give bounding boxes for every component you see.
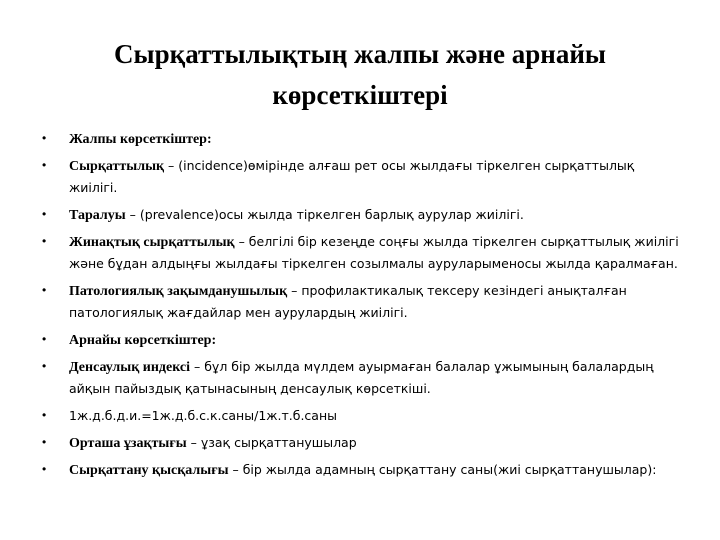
bullet-term: Орташа ұзақтығы xyxy=(69,436,187,451)
bullet-term: Жалпы көрсеткіштер: xyxy=(69,132,212,147)
bullet-term: Жинақтық сырқаттылық xyxy=(69,235,235,250)
bullet-item-health-index-formula xyxy=(42,405,682,427)
bullet-list xyxy=(42,128,682,486)
bullet-item-average-duration xyxy=(42,432,682,454)
bullet-term: Денсаулық индексі xyxy=(69,360,191,375)
bullet-icon: • xyxy=(42,435,47,449)
bullet-icon: • xyxy=(42,131,47,145)
bullet-definition: – белгілі бір кезеңде соңғы жылда тіркелген сырқаттылық жиілігі және бұдан алдыңғы жылдағы тіркелген созылмалы ауруларыменосы жылда қаралмаған. xyxy=(69,234,679,271)
bullet-definition: – бір жылда адамның сырқаттану саны(жиі сырқаттанушылар): xyxy=(228,462,657,477)
bullet-item-prevalence xyxy=(42,204,682,226)
bullet-item-cumulative-morbidity xyxy=(42,231,682,275)
bullet-term: Сырқаттылық xyxy=(69,159,165,174)
bullet-icon: • xyxy=(42,332,47,346)
bullet-definition: – (incidence)өмірінде алғаш рет осы жылдағы тіркелген сырқаттылық жиілігі. xyxy=(69,158,635,195)
bullet-term: Арнайы көрсеткіштер: xyxy=(69,333,217,348)
slide-title-line-1: Сырқаттылықтың жалпы және арнайы xyxy=(114,39,606,69)
bullet-term: Сырқаттану қысқалығы xyxy=(69,463,229,478)
bullet-icon: • xyxy=(42,408,47,422)
bullet-definition: – ұзақ сырқаттанушылар xyxy=(186,435,357,450)
bullet-term: Таралуы xyxy=(69,208,126,223)
bullet-item-pathological-damage xyxy=(42,280,682,324)
bullet-item-incidence xyxy=(42,155,682,199)
bullet-item-morbidity-frequency xyxy=(42,459,682,481)
bullet-icon: • xyxy=(42,359,47,373)
bullet-item-general-indicators xyxy=(42,128,682,150)
bullet-icon: • xyxy=(42,283,47,297)
bullet-definition: – (prevalence)осы жылда тіркелген барлық аурулар жиілігі. xyxy=(125,207,524,222)
bullet-item-health-index xyxy=(42,356,682,400)
bullet-icon: • xyxy=(42,207,47,221)
bullet-definition: – профилактикалық тексеру кезіндегі анықталған патологиялық жағдайлар мен аурулардың жиілігі. xyxy=(69,283,627,320)
bullet-definition: 1ж.д.б.д.и.=1ж.д.б.с.к.саны/1ж.т.б.саны xyxy=(69,408,338,423)
bullet-icon: • xyxy=(42,158,47,172)
bullet-term: Патологиялық зақымданушылық xyxy=(69,284,288,299)
bullet-icon: • xyxy=(42,234,47,248)
bullet-definition: – бұл бір жылда мүлдем ауырмаған балалар ұжымының балалардың айқын пайыздық қатынасының денсаулық көрсеткіші. xyxy=(69,359,654,396)
slide-title-line-2: көрсеткіштері xyxy=(272,80,448,110)
slide-title xyxy=(60,34,660,116)
bullet-item-special-indicators xyxy=(42,329,682,351)
bullet-icon: • xyxy=(42,462,47,476)
